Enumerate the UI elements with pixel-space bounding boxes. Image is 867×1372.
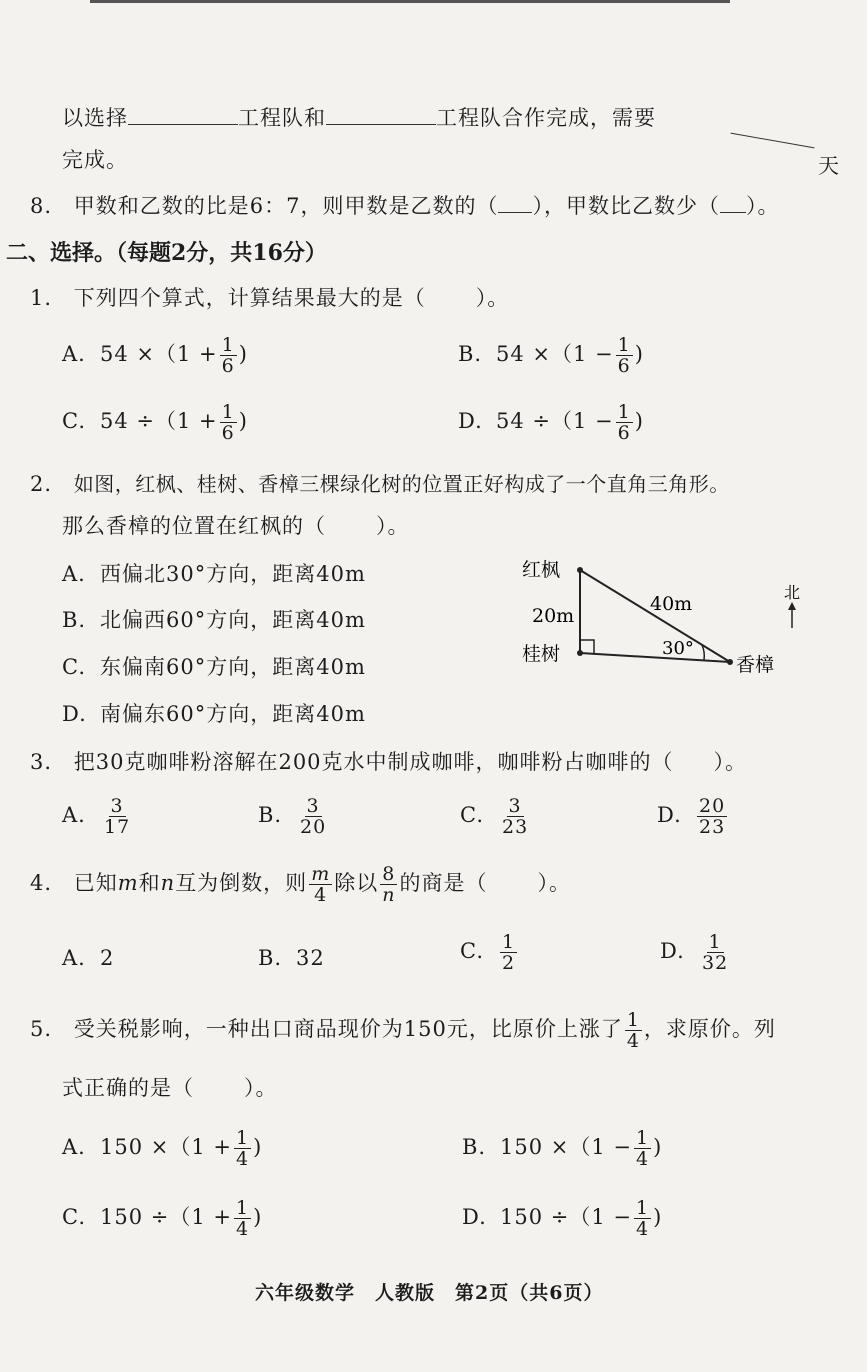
- q1-stem: [30, 284, 509, 312]
- fraction-numerator: 1: [221, 334, 235, 356]
- fraction: [220, 335, 237, 376]
- option-expr: 54 ÷（1 +: [100, 409, 218, 433]
- prev-line-1: [62, 104, 656, 132]
- option-letter: D.: [458, 409, 483, 433]
- fraction-denominator: 2: [502, 952, 516, 974]
- label-xiangzhang: 香樟: [736, 654, 775, 676]
- q3-stem: [30, 748, 747, 776]
- q5-option-a[interactable]: [62, 1128, 262, 1169]
- label-40m: 40m: [650, 593, 693, 615]
- q8: [30, 192, 779, 220]
- fraction-numerator: 1: [636, 1197, 650, 1219]
- option-expr-end: ): [634, 342, 644, 366]
- q1-option-b[interactable]: [458, 335, 644, 376]
- fraction-denominator: 4: [636, 1148, 650, 1170]
- option-letter: C.: [62, 1205, 86, 1229]
- fraction: [616, 335, 633, 376]
- q2-stem-text: 如图，红枫、桂树、香樟三棵绿化树的位置正好构成了一个直角三角形。: [73, 472, 730, 496]
- fraction-denominator: 23: [502, 816, 529, 838]
- option-letter: B.: [62, 608, 87, 632]
- prev-text-c: 工程队合作完成，需要: [436, 106, 656, 130]
- option-letter: A.: [62, 946, 86, 970]
- option-text: 北偏西60°方向，距离40m: [100, 608, 366, 632]
- fraction-numerator: 8: [382, 863, 396, 885]
- option-expr: 150 ×（1 +: [100, 1135, 232, 1159]
- q4-option-b[interactable]: [258, 944, 325, 972]
- prev-line-2: 完成。: [62, 148, 128, 172]
- fraction-numerator: 1: [221, 401, 235, 423]
- q5-option-d[interactable]: [462, 1198, 662, 1239]
- label-20m: 20m: [532, 605, 575, 627]
- q1-stem-end: ）。: [475, 286, 510, 310]
- option-expr: 54 ÷（1 −: [496, 409, 614, 433]
- label-angle: 30°: [662, 638, 694, 659]
- q4-text-c: 互为倒数，则: [175, 871, 308, 895]
- fraction: [500, 932, 517, 973]
- fraction-numerator: 3: [110, 795, 124, 817]
- label-hongfeng: 红枫: [522, 559, 561, 581]
- option-expr-end: ): [653, 1205, 663, 1229]
- option-letter: A.: [62, 803, 86, 827]
- option-letter: A.: [62, 342, 86, 366]
- option-letter: C.: [62, 409, 86, 433]
- option-expr: 150 ×（1 −: [500, 1135, 632, 1159]
- fraction-numerator: 1: [236, 1127, 250, 1149]
- var-m: m: [117, 871, 139, 895]
- option-text: 32: [296, 946, 325, 970]
- fraction: [697, 796, 727, 837]
- triangle-figure: [510, 550, 810, 685]
- fraction-denominator: 6: [617, 355, 631, 377]
- q3-option-a[interactable]: [62, 796, 134, 837]
- q8-text-a: 甲数和乙数的比是6：7，则甲数是乙数的（: [73, 194, 499, 218]
- q2-option-c[interactable]: [62, 653, 366, 681]
- option-letter: D.: [62, 702, 87, 726]
- option-text: 东偏南60°方向，距离40m: [100, 655, 366, 679]
- north-arrow-icon: [788, 602, 796, 610]
- fraction: [234, 1198, 251, 1239]
- fraction: [380, 864, 397, 905]
- q5-option-c[interactable]: [62, 1198, 262, 1239]
- fraction: [102, 796, 132, 837]
- prev-text-a: 以选择: [62, 106, 128, 130]
- option-letter: B.: [258, 946, 283, 970]
- fraction-denominator: 4: [236, 1218, 250, 1240]
- fraction-denominator: 6: [617, 422, 631, 444]
- q2-stem-1: [30, 470, 730, 498]
- option-letter: B.: [462, 1135, 487, 1159]
- q4-option-a[interactable]: [62, 944, 114, 972]
- fraction-denominator: 4: [236, 1148, 250, 1170]
- fraction: [500, 796, 530, 837]
- option-letter: A.: [62, 1135, 86, 1159]
- q3-option-c[interactable]: [460, 796, 532, 837]
- fraction: [634, 1128, 651, 1169]
- fraction-denominator: 6: [221, 355, 235, 377]
- fraction: [309, 864, 332, 905]
- option-text: 西偏北30°方向，距离40m: [100, 562, 366, 586]
- q2-option-d[interactable]: [62, 700, 366, 728]
- question-number: 1.: [30, 286, 53, 310]
- fraction: [634, 1198, 651, 1239]
- fraction-denominator: n: [382, 884, 396, 906]
- q3-stem-end: ）。: [713, 750, 748, 774]
- q8-text-b: ），甲数比乙数少（: [532, 194, 720, 218]
- answer-blank[interactable]: [326, 106, 436, 125]
- q4-option-d[interactable]: [660, 932, 732, 973]
- fraction-denominator: 4: [636, 1218, 650, 1240]
- fraction-numerator: 1: [636, 1127, 650, 1149]
- q5-stem: [30, 1010, 776, 1051]
- option-expr-end: ): [634, 409, 644, 433]
- fraction: [298, 796, 328, 837]
- fraction-denominator: 17: [104, 816, 131, 838]
- answer-blank[interactable]: [128, 106, 238, 125]
- q5-stem-end: ）。: [244, 1076, 278, 1100]
- question-number: 5.: [30, 1017, 53, 1041]
- fraction-numerator: 1: [626, 1009, 640, 1031]
- q1-option-a[interactable]: [62, 335, 248, 376]
- fraction-numerator: 1: [708, 931, 722, 953]
- fraction: [616, 402, 633, 443]
- q4-text-b: 和: [138, 871, 161, 895]
- label-guishu: 桂树: [522, 643, 561, 665]
- q4-stem-end: ）。: [537, 871, 571, 895]
- q1-stem-text: 下列四个算式，计算结果最大的是（: [73, 286, 426, 310]
- q4-text-a: 已知: [73, 871, 118, 895]
- option-expr-end: ): [238, 342, 248, 366]
- q5-text-b: ，求原价。列: [643, 1017, 776, 1041]
- answer-blank[interactable]: [498, 200, 532, 213]
- fraction: [625, 1010, 642, 1051]
- option-letter: C.: [460, 939, 484, 963]
- option-expr-end: ): [238, 409, 248, 433]
- var-n: n: [160, 871, 176, 895]
- q3-stem-text: 把30克咖啡粉溶解在200克水中制成咖啡，咖啡粉占咖啡的（: [73, 750, 674, 774]
- q8-text-c: ）。: [745, 194, 780, 218]
- fraction-denominator: 23: [699, 816, 726, 838]
- fraction-denominator: 6: [221, 422, 235, 444]
- q1-option-d[interactable]: [458, 402, 644, 443]
- point-guishu: [577, 650, 583, 656]
- option-expr: 150 ÷（1 +: [100, 1205, 232, 1229]
- section-heading: 二、选择。（每题2分，共16分）: [6, 240, 327, 266]
- q2-option-b[interactable]: [62, 606, 366, 634]
- q5-stem-2: [62, 1074, 278, 1102]
- point-hongfeng: [577, 567, 583, 573]
- q2-stem-end: ）。: [376, 514, 410, 538]
- answer-blank[interactable]: [731, 133, 815, 149]
- question-number: 3.: [30, 750, 53, 774]
- q2-stem-text-2: 那么香樟的位置在红枫的（: [62, 514, 326, 538]
- fraction-denominator: 4: [314, 884, 328, 906]
- option-letter: A.: [62, 562, 86, 586]
- option-expr-end: ): [253, 1205, 263, 1229]
- side-40m: [580, 570, 730, 662]
- fraction: [234, 1128, 251, 1169]
- page-footer: 六年级数学 人教版 第2页（共6页）: [255, 1282, 604, 1304]
- fraction-numerator: 3: [306, 795, 320, 817]
- option-letter: C.: [460, 803, 484, 827]
- question-number: 8.: [30, 194, 53, 218]
- fraction: [220, 402, 237, 443]
- option-letter: D.: [462, 1205, 487, 1229]
- option-letter: B.: [458, 342, 483, 366]
- fraction: [700, 932, 730, 973]
- prev-text-b: 工程队和: [238, 106, 326, 130]
- fraction-numerator: 1: [617, 334, 631, 356]
- q5-option-b[interactable]: [462, 1128, 662, 1169]
- q5-text-a: 受关税影响，一种出口商品现价为150元，比原价上涨了: [73, 1017, 623, 1041]
- option-letter: C.: [62, 655, 86, 679]
- q1-option-c[interactable]: [62, 402, 248, 443]
- option-expr-end: ): [653, 1135, 663, 1159]
- q4-text-e: 的商是（: [399, 871, 488, 895]
- option-text: 2: [100, 946, 115, 970]
- option-expr-end: ): [253, 1135, 263, 1159]
- top-border-line: [90, 0, 730, 3]
- option-letter: D.: [660, 939, 685, 963]
- fraction-denominator: 4: [626, 1030, 640, 1052]
- q2-stem-2: [62, 512, 410, 540]
- question-number: 4.: [30, 871, 53, 895]
- q2-option-a[interactable]: [62, 560, 366, 588]
- option-letter: D.: [657, 803, 682, 827]
- fraction-numerator: 1: [236, 1197, 250, 1219]
- prev-day-unit: 天: [818, 154, 840, 178]
- label-north: 北: [784, 583, 801, 602]
- option-text: 南偏东60°方向，距离40m: [100, 702, 366, 726]
- fraction-numerator: 3: [508, 795, 522, 817]
- q4-option-c[interactable]: [460, 932, 519, 973]
- fraction-numerator: 20: [699, 795, 726, 817]
- fraction-numerator: m: [311, 863, 331, 885]
- question-number: 2.: [30, 472, 53, 496]
- fraction-denominator: 20: [300, 816, 327, 838]
- point-xiangzhang: [727, 659, 733, 665]
- fraction-numerator: 1: [617, 401, 631, 423]
- q4-stem: [30, 864, 571, 905]
- answer-blank[interactable]: [720, 200, 746, 213]
- option-expr: 54 ×（1 −: [496, 342, 614, 366]
- option-expr: 150 ÷（1 −: [500, 1205, 632, 1229]
- option-letter: B.: [258, 803, 283, 827]
- q5-stem-text-2: 式正确的是（: [62, 1076, 194, 1100]
- q3-option-d[interactable]: [657, 796, 729, 837]
- angle-arc: [702, 645, 704, 660]
- option-expr: 54 ×（1 +: [100, 342, 218, 366]
- side-base: [580, 653, 730, 662]
- fraction-denominator: 32: [702, 952, 729, 974]
- q4-text-d: 除以: [334, 871, 379, 895]
- fraction-numerator: 1: [502, 931, 516, 953]
- q3-option-b[interactable]: [258, 796, 330, 837]
